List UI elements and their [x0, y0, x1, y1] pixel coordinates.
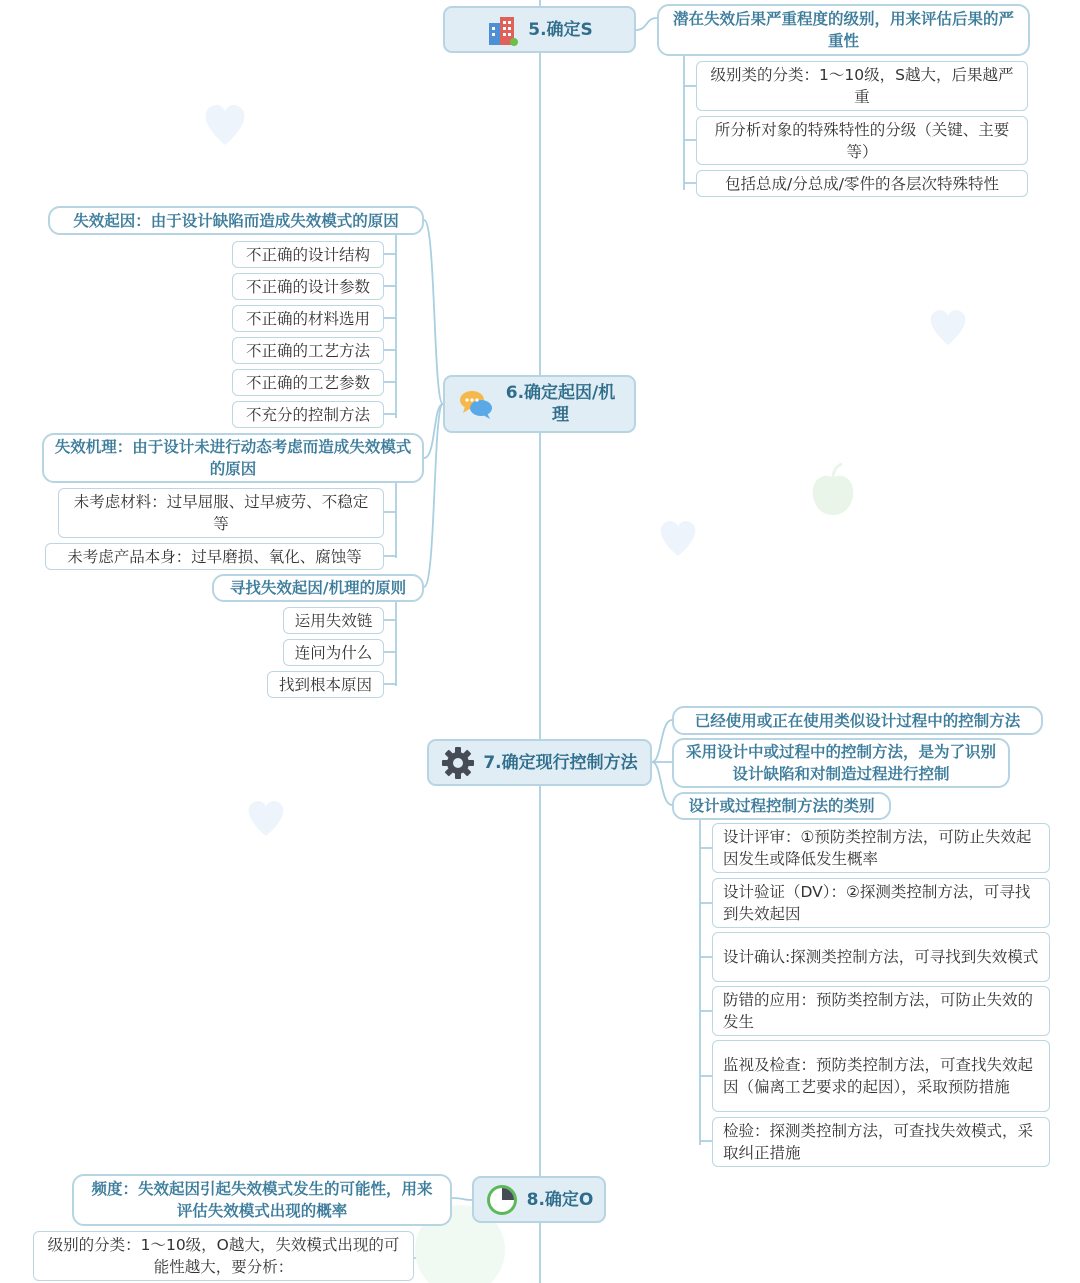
chat-bubbles-icon [459, 387, 493, 421]
control-category-branch[interactable]: 设计或过程控制方法的类别 [672, 792, 891, 820]
topic-8-description[interactable]: 频度：失效起因引起失效模式发生的可能性，用来评估失效模式出现的概率 [72, 1174, 452, 1226]
topic-title: 7.确定现行控制方法 [483, 752, 638, 773]
list-item[interactable]: 不充分的控制方法 [232, 401, 384, 428]
list-item[interactable]: 运用失效链 [283, 607, 384, 634]
list-item[interactable]: 设计评审：①预防类控制方法，可防止失效起因发生或降低发生概率 [712, 823, 1050, 873]
list-item[interactable]: 不正确的工艺方法 [232, 337, 384, 364]
heart-decoration [206, 105, 245, 145]
heart-decoration [931, 310, 966, 345]
topic-6-determine-cause[interactable] [443, 375, 636, 433]
topic-8-determine-o[interactable] [472, 1176, 606, 1223]
topic-title: 6.确定起因/机理 [505, 383, 616, 425]
list-item[interactable]: 未考虑材料：过早屈服、过早疲劳、不稳定等 [58, 488, 384, 538]
failure-mechanism-branch[interactable]: 失效机理：由于设计未进行动态考虑而造成失效模式的原因 [42, 433, 424, 483]
apple-decoration [813, 476, 854, 515]
topic-7-description-2[interactable]: 采用设计中或过程中的控制方法，是为了识别设计缺陷和对制造过程进行控制 [672, 738, 1010, 788]
list-item[interactable]: 级别的分类：1～10级，O越大，失效模式出现的可能性越大，要分析： [33, 1231, 414, 1281]
list-item[interactable]: 设计验证（DV）：②探测类控制方法，可寻找到失效起因 [712, 878, 1050, 928]
topic-7-description-1[interactable]: 已经使用或正在使用类似设计过程中的控制方法 [672, 706, 1043, 735]
list-item[interactable]: 未考虑产品本身：过早磨损、氧化、腐蚀等 [45, 543, 384, 570]
list-item[interactable]: 包括总成/分总成/零件的各层次特殊特性 [696, 170, 1028, 197]
heart-decoration [661, 521, 696, 556]
list-item[interactable]: 不正确的设计参数 [232, 273, 384, 300]
topic-5-determine-s[interactable] [443, 6, 636, 53]
gear-icon [441, 746, 475, 780]
list-item[interactable]: 连问为什么 [283, 639, 384, 666]
building-icon [486, 13, 520, 47]
topic-5-description[interactable]: 潜在失效后果严重程度的级别，用来评估后果的严重性 [657, 4, 1030, 56]
list-item[interactable]: 设计确认:探测类控制方法，可寻找到失效模式 [712, 932, 1050, 982]
topic-title: 5.确定S [528, 19, 593, 40]
list-item[interactable]: 检验：探测类控制方法，可查找失效模式，采取纠正措施 [712, 1117, 1050, 1167]
topic-title: 8.确定O [526, 1189, 594, 1210]
list-item[interactable]: 不正确的工艺参数 [232, 369, 384, 396]
list-item[interactable]: 找到根本原因 [267, 671, 384, 698]
list-item[interactable]: 不正确的设计结构 [232, 241, 384, 268]
list-item[interactable]: 不正确的材料选用 [232, 305, 384, 332]
failure-cause-branch[interactable]: 失效起因：由于设计缺陷而造成失效模式的原因 [48, 206, 424, 235]
topic-7-current-controls[interactable] [427, 739, 652, 786]
list-item[interactable]: 所分析对象的特殊特性的分级（关键、主要等） [696, 116, 1028, 165]
list-item[interactable]: 防错的应用：预防类控制方法，可防止失效的发生 [712, 986, 1050, 1036]
list-item[interactable]: 监视及检查：预防类控制方法，可查找失效起因（偏离工艺要求的起因），采取预防措施 [712, 1040, 1050, 1112]
list-item[interactable]: 级别类的分类：1～10级，S越大，后果越严重 [696, 61, 1028, 111]
principle-branch[interactable]: 寻找失效起因/机理的原则 [212, 574, 424, 602]
heart-decoration [249, 801, 284, 836]
pie-chart-icon [485, 1183, 519, 1217]
